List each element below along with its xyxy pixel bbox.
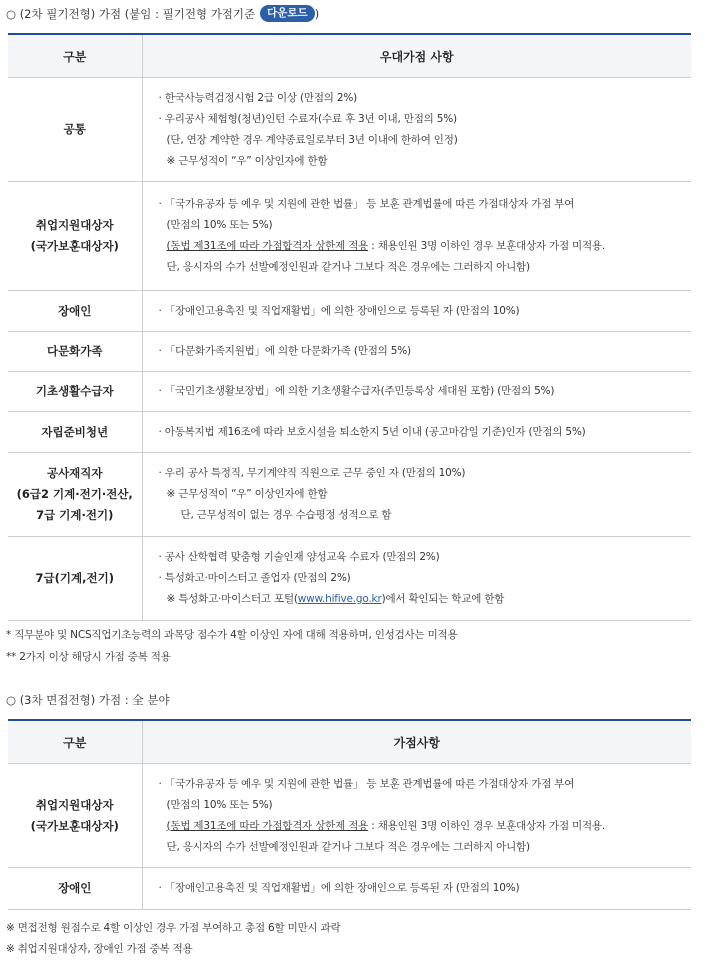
category-text: 7급 기계·전기) [36, 508, 114, 522]
section1-title [6, 5, 319, 22]
row-category [8, 453, 142, 537]
download-button[interactable]: 다운로드 [260, 5, 315, 22]
detail-line: ※ 근무성적이 “우” 이상인자에 한함 [166, 488, 328, 500]
row-category [8, 412, 142, 453]
row-category [8, 332, 142, 372]
detail-line: · 「장애인고용촉진 및 직업재활법」에 의한 장애인으로 등록된 자 (만점의 10%) [158, 304, 520, 317]
portal-note-text: )에서 확인되는 학교에 한함 [381, 593, 505, 605]
detail-line: 단, 응시자의 수가 선발예정인원과 같거나 그보다 적은 경우에는 그러하지 아니함) [166, 261, 530, 273]
detail-line [159, 236, 684, 257]
detail-line: · 「국가유공자 등 예우 및 지원에 관한 법률」 등 보훈 관계법률에 따른 가점대상자 가점 부여 [158, 777, 575, 790]
table-row [8, 372, 691, 412]
row-category [8, 182, 142, 291]
category-text: (국가보훈대상자) [30, 239, 119, 253]
table-row [8, 412, 691, 453]
table-row [8, 182, 691, 291]
detail-line: · 한국사능력검정시험 2급 이상 (만점의 2%) [158, 91, 358, 104]
detail-line: 단, 응시자의 수가 선발예정인원과 같거나 그보다 적은 경우에는 그러하지 아니함) [166, 840, 530, 853]
cap-rule-text: (동법 제31조에 따라 가점합격자 상한제 적용 [166, 240, 369, 252]
category-text: 장애인 [58, 303, 92, 318]
table-row [8, 332, 691, 372]
table-row [8, 537, 691, 621]
row-category [8, 764, 142, 868]
row-category [8, 537, 142, 621]
category-text: (6급2 기계·전기·전산, [16, 487, 133, 501]
interview-bonus-table [8, 719, 691, 910]
detail-line: · 「국민기초생활보장법」에 의한 기초생활수급자(주민등록상 세대원 포함) (만점의 5%) [158, 385, 555, 397]
detail-line: · 우리공사 체험형(청년)인턴 수료자(수료 후 3년 이내, 만점의 5%) [158, 112, 457, 125]
detail-line: · 특성화고·마이스터고 졸업자 (만점의 2%) [158, 572, 351, 584]
detail-line [159, 589, 684, 610]
detail-line: 단, 근무성적이 없는 경우 수습평정 성적으로 함 [180, 509, 392, 521]
row-details [142, 372, 691, 412]
detail-line: · 우리 공사 특정직, 무기계약직 직원으로 근무 중인 자 (만점의 10%) [158, 467, 466, 479]
table-row [8, 764, 691, 868]
row-category [8, 78, 142, 182]
category-text: 공사재직자 [46, 466, 103, 480]
table-row [8, 868, 691, 910]
row-details [142, 412, 691, 453]
row-category [8, 291, 142, 332]
section2-note: ※ 취업지원대상자, 장애인 가점 중복 적용 [6, 943, 193, 955]
cap-rule-detail: : 채용인원 3명 이하인 경우 보훈대상자 가점 미적용. [368, 819, 605, 832]
category-text: 공통 [63, 122, 86, 136]
header-details: 우대가점 사항 [142, 34, 691, 78]
table-row [8, 291, 691, 332]
written-exam-bonus-table [8, 33, 691, 621]
category-text: 장애인 [58, 881, 92, 895]
portal-note-text: ※ 특성화고·마이스터고 포털( [166, 593, 298, 605]
category-text: 취업지원대상자 [35, 797, 114, 812]
detail-line: · 「국가유공자 등 예우 및 지원에 관한 법률」 등 보훈 관계법률에 따른 가점대상자 가점 부여 [158, 198, 575, 210]
table-row [8, 453, 691, 537]
row-details [142, 182, 691, 291]
detail-line [159, 816, 684, 837]
section1-note: ** 2가지 이상 해당시 가점 중복 적용 [6, 651, 171, 663]
header-category: 구분 [8, 34, 142, 78]
category-text: 7급(기계,전기) [35, 571, 114, 585]
detail-line: (만점의 10% 또는 5%) [166, 798, 273, 811]
section2-title-text: ○ (3차 면접전형) 가점 : 全 분야 [6, 693, 170, 707]
row-details [142, 537, 691, 621]
row-details [142, 868, 691, 910]
row-details [142, 332, 691, 372]
row-category [8, 372, 142, 412]
category-text: (국가보훈대상자) [30, 818, 119, 833]
category-text: 다문화가족 [46, 344, 103, 358]
row-category [8, 868, 142, 910]
table-header-row [8, 34, 691, 78]
header-category: 구분 [8, 720, 142, 764]
cap-rule-detail: : 채용인원 3명 이하인 경우 보훈대상자 가점 미적용. [368, 240, 605, 252]
row-details [142, 764, 691, 868]
row-details [142, 453, 691, 537]
detail-line: · 「다문화가족지원법」에 의한 다문화가족 (만점의 5%) [158, 345, 411, 357]
section2-title [6, 692, 170, 708]
hifive-portal-link[interactable]: www.hifive.go.kr [297, 593, 382, 605]
category-text: 기초생활수급자 [35, 384, 114, 398]
detail-line: · 아동복지법 제16조에 따라 보호시설을 퇴소한지 5년 이내 (공고마감일 기준)인자 (만점의 5%) [158, 425, 586, 438]
section1-title-close: ) [314, 6, 320, 21]
detail-line: · 「장애인고용촉진 및 직업재활법」에 의한 장애인으로 등록된 자 (만점의 10%) [158, 882, 520, 894]
cap-rule-text: (동법 제31조에 따라 가점합격자 상한제 적용 [166, 819, 369, 832]
table-row [8, 78, 691, 182]
category-text: 자립준비청년 [41, 424, 109, 439]
header-details: 가점사항 [142, 720, 691, 764]
row-details [142, 291, 691, 332]
detail-line: · 공사 산학협력 맞춤형 기술인재 양성교육 수료자 (만점의 2%) [158, 551, 440, 563]
detail-line: (만점의 10% 또는 5%) [166, 219, 273, 231]
row-details [142, 78, 691, 182]
section2-note: ※ 면접전형 원점수로 4할 이상인 경우 가점 부여하고 총점 6할 미만시 과락 [6, 922, 341, 934]
section1-note: * 직무분야 및 NCS직업기초능력의 과목당 점수가 4할 이상인 자에 대해 적용하며, 인성검사는 미적용 [6, 629, 458, 641]
detail-line: ※ 근무성적이 “우” 이상인자에 한함 [166, 154, 328, 167]
section1-title-text: ○ (2차 필기전형) 가점 (붙임 : 필기전형 가점기준 [6, 6, 256, 21]
table-header-row [8, 720, 691, 764]
category-text: 취업지원대상자 [35, 218, 114, 232]
detail-line: (단, 연장 계약한 경우 계약종료일로부터 3년 이내에 한하여 인정) [166, 133, 458, 146]
